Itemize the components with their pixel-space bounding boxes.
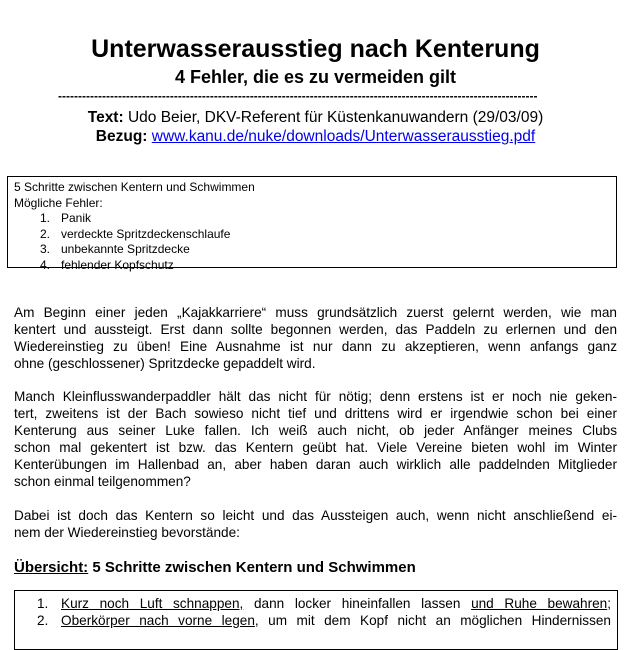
step-emphasis: und Ruhe bewahren xyxy=(471,596,608,611)
paragraph-line: nem der Wiedereinstieg bevorstände: xyxy=(14,525,240,540)
overview-title: 5 Schritte zwischen Kentern und Schwimmen xyxy=(88,559,416,576)
error-item-number: 1. xyxy=(40,211,51,226)
error-item-text: Panik xyxy=(61,211,92,226)
error-item-text: verdeckte Spritzdeckenschlaufe xyxy=(61,226,231,241)
paragraph-line: Kenterung aus seiner Luke fallen. Ich weiß auch nicht, ob jeder Anfänger meines Clubs xyxy=(14,423,617,438)
step-emphasis: Kurz noch Luft schnappen, xyxy=(61,596,244,611)
error-item-number: 3. xyxy=(40,242,51,257)
paragraph-transition xyxy=(14,507,617,541)
document-subtitle: 4 Fehler, die es zu vermeiden gilt xyxy=(174,67,457,87)
step-emphasis: Oberkörper nach vorne legen xyxy=(61,613,255,628)
paragraph-clubs xyxy=(14,388,617,490)
error-item-number: 4. xyxy=(40,257,51,272)
error-item-number: 2. xyxy=(40,226,51,241)
error-item xyxy=(14,227,616,243)
reference-link[interactable]: www.kanu.de/nuke/downloads/Unterwasserausstieg.pdf xyxy=(151,128,536,145)
step-text: ; xyxy=(607,596,611,611)
paragraph-intro xyxy=(14,304,617,372)
paragraph-line: schon mal gekentert ist bzw. das Kentern geübt hat. Viele Vereine bieten wohl im Winter xyxy=(14,440,617,455)
paragraph-line: Wiedereinstieg zu üben! Eine Ausnahme ist nur dann zu akzeptieren, wenn anfangs ganz xyxy=(14,339,617,354)
author-value: Udo Beier, DKV-Referent für Küstenkanuwandern (29/03/09) xyxy=(123,109,544,126)
reference-label: Bezug: xyxy=(95,128,148,145)
reference-line xyxy=(0,127,631,146)
error-item-text: unbekannte Spritzdecke xyxy=(61,242,190,257)
paragraph-line: Manch Kleinflusswanderpaddler hält das nicht für nötig; denn erstens ist er noch nie geken- xyxy=(14,389,617,404)
step-number: 1. xyxy=(37,596,49,611)
paragraph-line: kentert und aussteigt. Erst dann sollte begonnen werden, das Paddeln zu erlernen und den xyxy=(14,322,617,337)
document-title: Unterwasserausstieg nach Kenterung xyxy=(91,35,540,63)
summary-heading: 5 Schritte zwischen Kentern und Schwimmen xyxy=(14,180,255,194)
paragraph-line: Dabei ist doch das Kentern so leicht und das Aussteigen auch, wenn nicht anschließend ei- xyxy=(14,508,617,523)
overview-heading xyxy=(14,558,416,577)
step-item xyxy=(15,595,617,612)
error-item xyxy=(14,211,616,227)
step-item xyxy=(15,612,617,629)
paragraph-line: schon einmal teilgenommen? xyxy=(14,474,191,489)
error-item xyxy=(14,258,616,274)
paragraph-line: ohne (geschlossener) Spritzdecke gepaddelt wird. xyxy=(14,356,316,371)
summary-errors-label: Mögliche Fehler: xyxy=(14,195,103,210)
step-text: dann locker hineinfallen lassen xyxy=(243,596,472,611)
error-item xyxy=(14,242,616,258)
steps-box xyxy=(14,590,618,650)
paragraph-line: tert, zweitens ist der Bach sowieso nicht tief und drittens wird er irgendwie schon bei einer xyxy=(14,406,617,421)
header-divider: ------------------------------------------------------------------------------------------------------------------------ xyxy=(58,89,538,103)
error-list xyxy=(14,211,616,273)
step-number: 2. xyxy=(37,613,49,628)
author-label: Text: xyxy=(87,109,124,126)
error-item-text: fehlender Kopfschutz xyxy=(61,257,174,272)
step-text: , um mit dem Kopf nicht an möglichen Hindernissen xyxy=(254,613,611,628)
paragraph-line: Kenterübungen im Hallenbad an, aber haben daran auch wirklich alle paddelnden Mitglieder xyxy=(14,457,617,472)
author-line xyxy=(0,108,631,127)
paragraph-line: Am Beginn einer jeden „Kajakkarriere“ muss grundsätzlich zuerst gelernt werden, wie man xyxy=(14,305,617,320)
summary-box xyxy=(7,176,617,272)
overview-label: Übersicht: xyxy=(14,559,89,576)
